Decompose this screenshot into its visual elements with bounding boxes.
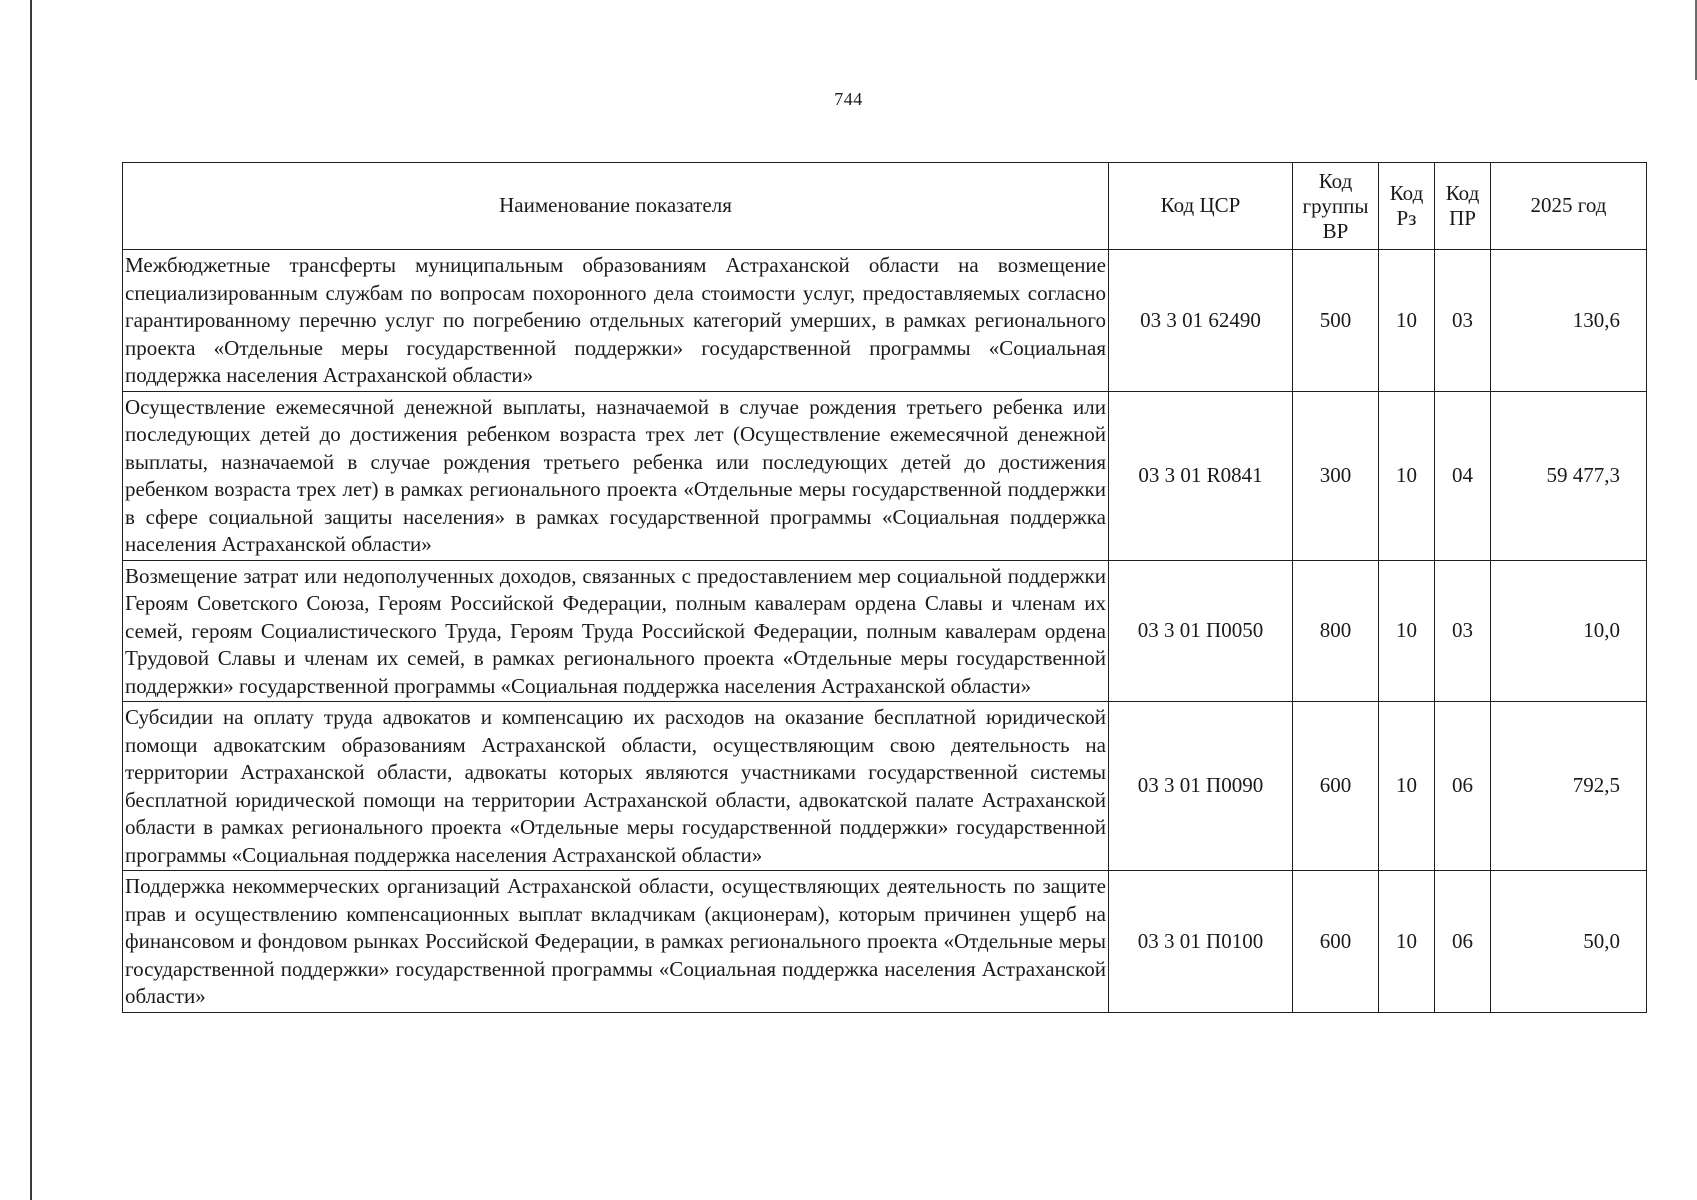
- row-csr-cell: 03 3 01 П0090: [1109, 702, 1293, 871]
- header-name: Наименование показателя: [123, 163, 1109, 250]
- budget-table: [122, 162, 1647, 1013]
- header-csr: Код ЦСР: [1109, 163, 1293, 250]
- header-vr-line3: ВР: [1322, 218, 1349, 243]
- header-vr-line1: Код: [1318, 168, 1353, 193]
- row-vr-cell: 800: [1293, 560, 1379, 702]
- row-amount-cell: 59 477,3: [1491, 391, 1647, 560]
- row-csr-cell: 03 3 01 R0841: [1109, 391, 1293, 560]
- page-number: 744: [834, 89, 863, 109]
- row-vr-cell: 600: [1293, 871, 1379, 1013]
- row-name-cell: Поддержка некоммерческих организаций Астраханской области, осуществляющих деятельность по защите прав и осуществлению компенсационных выплат вкладчикам (акционерам), которым причинен ущерб на финансовом и фондовом рынках Российской Федерации, в рамках регионального проекта «Отдельные меры государственной поддержки» государственной программы «Социальная поддержка населения Астраханской области»: [123, 871, 1109, 1013]
- header-pr-line1: Код: [1445, 181, 1480, 205]
- row-name-cell: Возмещение затрат или недополученных доходов, связанных с предоставлением мер социальной поддержки Героям Советского Союза, Героям Российской Федерации, полным кавалерам ордена Славы и членам их семей, героям Социалистического Труда, Героям Труда Российской Федерации, полным кавалерам ордена Трудовой Славы и членам их семей, в рамках регионального проекта «Отдельные меры государственной поддержки» государственной программы «Социальная поддержка населения Астраханской области»: [123, 560, 1109, 702]
- row-amount-cell: 50,0: [1491, 871, 1647, 1013]
- row-name-cell: Осуществление ежемесячной денежной выплаты, назначаемой в случае рождения третьего ребенка или последующих детей до достижения ребенком возраста трех лет (Осуществление ежемесячной денежной выплаты, назначаемой в случае рождения третьего ребенка или последующих детей до достижения ребенком возраста трех лет) в рамках регионального проекта «Отдельные меры государственной поддержки в сфере социальной защиты населения» в рамках государственной программы «Социальная поддержка населения Астраханской области»: [123, 391, 1109, 560]
- row-vr-cell: 500: [1293, 250, 1379, 392]
- left-margin-line: [30, 0, 32, 1200]
- table-row: [123, 560, 1647, 702]
- row-name-cell: Субсидии на оплату труда адвокатов и компенсацию их расходов на оказание бесплатной юридической помощи адвокатским образованиям Астраханской области, осуществляющим свою деятельность на территории Астраханской области, адвокаты которых являются участниками государственной системы бесплатной юридической помощи на территории Астраханской области, адвокатской палате Астраханской области в рамках регионального проекта «Отдельные меры государственной поддержки» государственной программы «Социальная поддержка населения Астраханской области»: [123, 702, 1109, 871]
- row-rz-cell: 10: [1379, 871, 1435, 1013]
- row-amount-cell: 130,6: [1491, 250, 1647, 392]
- header-rz-line1: Код: [1389, 181, 1424, 205]
- table-row: [123, 871, 1647, 1013]
- row-vr-cell: 600: [1293, 702, 1379, 871]
- table-row: [123, 391, 1647, 560]
- row-rz-cell: 10: [1379, 560, 1435, 702]
- table-row: [123, 250, 1647, 392]
- header-vr-line2: группы: [1302, 193, 1369, 218]
- header-vr: [1293, 163, 1379, 250]
- table-row: [123, 702, 1647, 871]
- header-rz-line2: Рз: [1396, 206, 1417, 230]
- header-year: 2025 год: [1491, 163, 1647, 250]
- row-csr-cell: 03 3 01 62490: [1109, 250, 1293, 392]
- row-vr-cell: 300: [1293, 391, 1379, 560]
- row-pr-cell: 03: [1435, 560, 1491, 702]
- row-pr-cell: 06: [1435, 702, 1491, 871]
- row-csr-cell: 03 3 01 П0050: [1109, 560, 1293, 702]
- header-rz: [1379, 163, 1435, 250]
- row-rz-cell: 10: [1379, 250, 1435, 392]
- row-pr-cell: 03: [1435, 250, 1491, 392]
- row-rz-cell: 10: [1379, 391, 1435, 560]
- row-amount-cell: 792,5: [1491, 702, 1647, 871]
- row-pr-cell: 06: [1435, 871, 1491, 1013]
- header-pr-line2: ПР: [1449, 206, 1476, 230]
- table-header-row: [123, 163, 1647, 250]
- header-pr: [1435, 163, 1491, 250]
- row-pr-cell: 04: [1435, 391, 1491, 560]
- row-csr-cell: 03 3 01 П0100: [1109, 871, 1293, 1013]
- row-amount-cell: 10,0: [1491, 560, 1647, 702]
- row-name-cell: Межбюджетные трансферты муниципальным образованиям Астраханской области на возмещение специализированным службам по вопросам похоронного дела стоимости услуг, предоставляемых согласно гарантированному перечню услуг по погребению отдельных категорий умерших, в рамках регионального проекта «Отдельные меры государственной поддержки» государственной программы «Социальная поддержка населения Астраханской области»: [123, 250, 1109, 392]
- row-rz-cell: 10: [1379, 702, 1435, 871]
